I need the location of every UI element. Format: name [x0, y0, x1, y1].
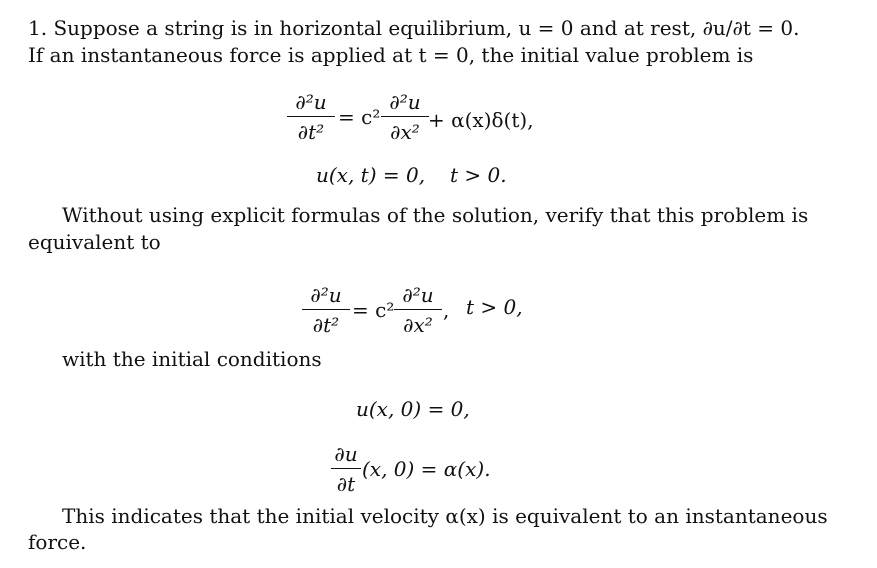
instruction-line-1: Without using explicit formulas of the solution, verify that this problem is	[62, 203, 809, 227]
fraction-numerator: ∂²u	[389, 90, 421, 114]
initial-velocity-expression: (x, 0) = α(x).	[362, 457, 491, 481]
fraction-numerator: ∂²u	[310, 283, 342, 307]
instruction-line-2: equivalent to	[28, 230, 161, 254]
equals-c-squared: = c²	[352, 298, 395, 322]
initial-conditions-intro: with the initial conditions	[62, 347, 322, 371]
equals-c-squared: = c²	[338, 105, 381, 129]
conclusion-line-1: This indicates that the initial velocity α(x) is equivalent to an instantaneous	[62, 504, 828, 528]
fraction-numerator: ∂²u	[402, 283, 434, 307]
time-condition: t > 0,	[466, 295, 523, 319]
boundary-condition-expression: u(x, t) = 0,	[316, 163, 426, 187]
conclusion-line-2: force.	[28, 530, 87, 554]
boundary-condition	[316, 163, 425, 187]
fraction-d2u-dt2	[302, 283, 350, 337]
fraction-bar	[381, 116, 429, 117]
fraction-bar	[302, 309, 350, 310]
fraction-numerator: ∂²u	[295, 90, 327, 114]
problem-statement-line-2: If an instantaneous force is applied at t = 0, the initial value problem is	[28, 43, 754, 67]
fraction-bar	[287, 116, 335, 117]
fraction-d2u-dt2	[287, 90, 335, 144]
fraction-denominator: ∂t²	[312, 313, 340, 337]
fraction-bar	[394, 309, 442, 310]
fraction-du-dt	[331, 442, 361, 496]
fraction-denominator: ∂t	[336, 472, 356, 496]
fraction-d2u-dx2	[394, 283, 442, 337]
time-condition: t > 0.	[450, 163, 507, 187]
fraction-d2u-dx2	[381, 90, 429, 144]
forcing-term: + α(x)δ(t),	[428, 108, 534, 132]
comma: ,	[443, 298, 450, 322]
problem-statement-line-1: 1. Suppose a string is in horizontal equilibrium, u = 0 and at rest, ∂u/∂t = 0.	[28, 16, 800, 40]
fraction-bar	[331, 468, 361, 469]
fraction-denominator: ∂x²	[390, 120, 420, 144]
fraction-denominator: ∂x²	[403, 313, 433, 337]
fraction-denominator: ∂t²	[297, 120, 325, 144]
initial-displacement: u(x, 0) = 0,	[356, 397, 470, 421]
fraction-numerator: ∂u	[334, 442, 358, 466]
